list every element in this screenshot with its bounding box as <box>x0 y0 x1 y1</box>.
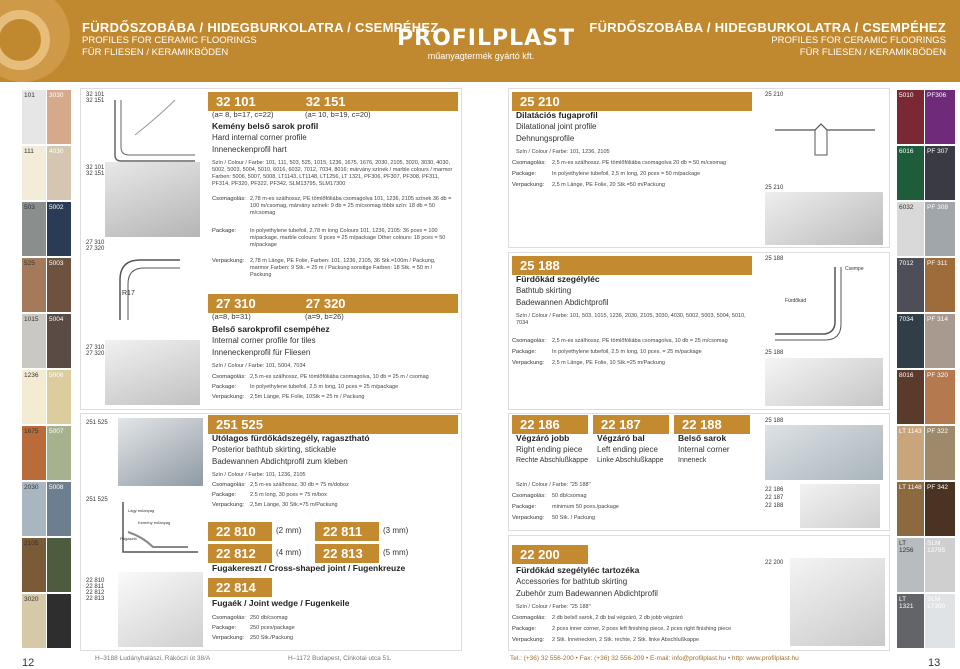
fig-code: 25 210 <box>765 185 784 191</box>
label-pack: Package: <box>512 171 537 177</box>
profile-drawing-25188 <box>765 262 883 347</box>
logo-subtitle: műanyagtermék gyártó kft. <box>427 51 535 61</box>
colour-list: Szín / Colour / Farbe: 101, 503, 1015, 1236, 2030, 2105, 3030, 4030, 5002, 5003, 5004, 5010, 7034 <box>516 313 746 326</box>
photo-25188-bath <box>765 425 883 480</box>
swatch-PF307: PF 307 <box>925 146 955 200</box>
label-csom: Csomagolás: <box>212 374 246 380</box>
code: 251 525 <box>216 417 263 432</box>
title-corner: Belső sarok <box>678 433 727 443</box>
product-bar-251525 <box>208 415 458 434</box>
swatch-5006: 5006 <box>47 370 71 424</box>
label-verp: Verpackung: <box>212 258 245 264</box>
swatch-5008: 5008 <box>47 482 71 536</box>
pack-value: In polyethylene tubefoil, 2,78 m long Colours 101, 1236, 2105: 36 pces = 100 m/package. marble colours: 9 pces = 25 m/package Other colours: 18 pces = 50 m/package <box>250 228 446 248</box>
pack-value: minimum 50 pces./package <box>552 504 619 510</box>
fig-code: 25 188 <box>765 418 784 424</box>
label-verp: Verpackung: <box>212 502 245 508</box>
page-number-left: 12 <box>22 657 35 669</box>
photo-32101 <box>105 162 200 237</box>
product-bar-25188 <box>512 256 752 275</box>
fig-label-2: Kemény műanyag <box>138 520 171 525</box>
label-verp: Verpackung: <box>512 360 545 366</box>
product-bar-22200 <box>512 545 588 564</box>
swatch-7012: 7012 <box>897 258 924 312</box>
verp-value: 50 Stk. / Packung <box>552 515 596 521</box>
product-bar-25210 <box>512 92 752 111</box>
label-pack: Package: <box>512 349 537 355</box>
label-pack: Package: <box>212 492 237 498</box>
codes-label: 27 310 27 320 <box>86 345 105 357</box>
csom-value: 2,5 m-es szálhossz, PE tömlőfóliába csomagolva, 10 db = 25 m / csomag <box>250 374 429 380</box>
dims-b: (a=9, b=26) <box>305 312 344 321</box>
product-title: Belső sarokprofil csempéhez <box>212 324 330 334</box>
label-csom: Csomagolás: <box>512 160 546 166</box>
code-b: 32 151 <box>305 94 346 109</box>
swatch-111: 111 <box>22 146 46 200</box>
de-corner: Inneneck <box>678 457 707 464</box>
pack-value: In polyethylene tubefoil, 2.5 m long, 10 pces. = 25 m/package <box>552 349 702 355</box>
swatch-8016: 8016 <box>897 370 924 424</box>
swatch-PF342: PF 342 <box>925 482 955 536</box>
swatch-3020-alt <box>47 594 71 648</box>
pack-value: In polyethylene tubefoil, 2,5 m long, 10 pces = 25 m/package <box>250 384 399 390</box>
product-title: Dilatációs fugaprofil <box>516 110 598 120</box>
dims-a: (a= 8, b=17, c=22) <box>212 110 274 119</box>
swatch-SLM13795: SLM 13795 <box>925 538 955 592</box>
photo-fugakereszt <box>118 572 203 647</box>
swatch-5002: 5002 <box>47 202 71 256</box>
header-right-sub1: PROFILES FOR CERAMIC FLOORINGS <box>771 35 946 46</box>
swatch-101: 101 <box>22 90 46 144</box>
product-bar-22811 <box>315 522 379 541</box>
pack-value: 2 pces inner corner, 2 pces left finishing piece, 2 pces right finishing piece <box>552 626 732 632</box>
label-pack: Package: <box>512 626 537 632</box>
fig-label-3: Ragasztó <box>120 536 137 541</box>
code: 22 810 <box>216 524 256 539</box>
verp-value: 2 Stk. Innenecken, 2 Stk. rechte, 2 Stk. linke Abschlußkappe <box>552 637 700 643</box>
product-title: Fugakereszt / Cross-shaped joint / Fugenkreuze <box>212 563 406 573</box>
photo-27310 <box>105 340 200 405</box>
fig-label-furdokad: Fürdőkád <box>785 298 807 304</box>
csom-value: 2,5 m-es szálhossz, 30 db = 75 m/doboz <box>250 482 349 488</box>
code: 25 188 <box>520 258 560 273</box>
csom-value: 2,5 m-es szálhossz, PE tömlőfóliába csomagolva 20 db = 50 m/csomag <box>552 160 727 166</box>
codes-label: 22 186 22 187 22 188 <box>765 487 784 509</box>
product-title: Fugaék / Joint wedge / Fugenkeile <box>212 598 350 608</box>
swatch-3020: 3020 <box>22 594 46 648</box>
label-pack: Package: <box>212 228 237 234</box>
product-sub-de: Inneneckenprofil hart <box>212 145 287 154</box>
codes-label: 32 101 32 151 <box>86 92 105 104</box>
code: 25 210 <box>520 94 560 109</box>
product-bar-22810 <box>208 522 272 541</box>
product-bar-22188 <box>674 415 750 434</box>
size-label: (2 mm) <box>276 526 302 535</box>
profile-drawing-32101 <box>105 95 200 165</box>
label-verp: Verpackung: <box>212 394 245 400</box>
codes-label: 32 101 32 151 <box>86 165 105 177</box>
code: 22 187 <box>601 417 641 432</box>
swatch-1675: 1675 <box>22 426 46 480</box>
label-pack: Package: <box>212 384 237 390</box>
swatch-LT1148: LT 1148 <box>897 482 924 536</box>
profile-drawing-25210 <box>765 100 883 178</box>
swatch-1015: 1015 <box>22 314 46 368</box>
swatch-525: 525 <box>22 258 46 312</box>
code-a: 27 310 <box>216 296 256 311</box>
product-sub-de: Badewannen Abdichtprofil zum kleben <box>212 457 348 466</box>
product-title: Fürdőkád szegélyléc <box>516 274 600 284</box>
swatch-7034: 7034 <box>897 314 924 368</box>
code-a: 32 101 <box>216 94 256 109</box>
product-bar-22186 <box>512 415 588 434</box>
contact-line: Tel.: (+36) 32 556-200 • Fax: (+36) 32 556-209 • E-mail: info@profilplast.hu • http: www.profilplast.hu <box>510 655 799 662</box>
colour-list: Szín / Colour / Farbe: 101, 1236, 2105 <box>516 149 610 155</box>
photo-25210 <box>765 192 883 245</box>
profile-drawing-251525 <box>118 492 203 567</box>
fig-label-csempe: Csempe <box>845 266 864 272</box>
verp-value: 2,5m Länge, 30 Stk.=75 m/Packung <box>250 502 338 508</box>
colour-list: Szín / Colour / Farbe: "25 188" <box>516 482 591 488</box>
product-bar-32101 <box>208 92 458 111</box>
product-bar-22813 <box>315 544 379 563</box>
label-csom: Csomagolás: <box>512 338 546 344</box>
swatch-PF320: PF 320 <box>925 370 955 424</box>
swatch-6016: 6016 <box>897 146 924 200</box>
label-verp: Verpackung: <box>212 635 245 641</box>
header-right-title: FÜRDŐSZOBÁBA / HIDEGBURKOLATRA / CSEMPÉHEZ <box>589 20 946 35</box>
codes-label: 251 525 <box>86 497 108 503</box>
swatch-PF314: PF 314 <box>925 314 955 368</box>
de-left-end: Linke Abschlußkappe <box>597 457 664 464</box>
product-sub-en: Internal corner profile for tiles <box>212 336 316 345</box>
codes-label: 251 525 <box>86 420 108 426</box>
verp-value: 250 Stk./Packung <box>250 635 294 641</box>
colour-list: Szín / Colour / Farbe: 101, 1236, 2105 <box>212 472 306 478</box>
code: 22 186 <box>520 417 560 432</box>
label-pack: Package: <box>512 504 537 510</box>
fig-label-1: Lágy műanyag <box>128 508 155 513</box>
profile-drawing-27310 <box>100 240 200 335</box>
swatch-2105-alt <box>47 538 71 592</box>
swatch-PF306: PF306 <box>925 90 955 144</box>
pack-value: 2.5 m long, 30 pces = 75 m/box <box>250 492 327 498</box>
product-sub-en: Bathtub skirting <box>516 286 572 295</box>
label-verp: Verpackung: <box>512 515 545 521</box>
product-sub-de: Badewannen Abdichtprofil <box>516 298 609 307</box>
swatch-3030: 3030 <box>47 90 71 144</box>
verp-value: 2,78 m Länge, PE Folie, Farben: 101, 1236, 2105, 36 Stk.=100m / Packung, marmor Farben: 9 Stk. = 25 m / Packung sonstige Farben: 18 Stk. = 50 m / Packung <box>250 258 436 278</box>
swatch-PF322: PF 322 <box>925 426 955 480</box>
code: 22 813 <box>323 546 363 561</box>
fig-code: 22 200 <box>765 560 784 566</box>
label-csom: Csomagolás: <box>212 196 246 202</box>
product-sub-en: Posterior bathtub skirting, stickable <box>212 445 337 454</box>
swatch-2030: 2030 <box>22 482 46 536</box>
fig-code: 25 188 <box>765 256 784 262</box>
photo-endpieces <box>800 484 880 528</box>
sub-right-end: Right ending piece <box>516 445 583 454</box>
code: 22 812 <box>216 546 256 561</box>
product-sub-de: Inneneckenprofil für Fliesen <box>212 348 311 357</box>
product-bar-22187 <box>593 415 669 434</box>
label-csom: Csomagolás: <box>212 482 246 488</box>
csom-value: 250 db/csomag <box>250 615 288 621</box>
dims-b: (a= 10, b=19, c=20) <box>305 110 371 119</box>
fig-code: 25 210 <box>765 92 784 98</box>
swatch-LT1321: LT 1321 <box>897 594 924 648</box>
pack-value: 250 pces/package <box>250 625 295 631</box>
sub-left-end: Left ending piece <box>597 445 658 454</box>
colour-list: Szín / Colour / Farbe: 101, 111, 503, 525, 1015, 1236, 1675, 1676, 2030, 2105, 3020, 3030, 4030, 5002, 5003, 5004, 5010, 6016, 6032, 7012, 7034, 8016; márvány színek / marble colours / marmor Farben: 5006, 5007, 5008, LT1143, LT1148, LT1256, LT 1321, PF306, PF307, PF308, PF311, PF314, PF320, PF322, PF342, SLM13795, SLM17300 <box>212 160 453 187</box>
product-sub-de: Dehnungsprofile <box>516 134 575 143</box>
code: 22 188 <box>682 417 722 432</box>
size-label: (5 mm) <box>383 548 409 557</box>
swatch-5003: 5003 <box>47 258 71 312</box>
code: 22 814 <box>216 580 256 595</box>
product-sub-de: Zubehör zum Badewannen Abdichtprofil <box>516 589 658 598</box>
colour-list: Szín / Colour / Farbe: "25 188" <box>516 604 591 610</box>
swatch-5004: 5004 <box>47 314 71 368</box>
swatch-LT1256: LT 1256 <box>897 538 924 592</box>
product-title: Utólagos fürdőkádszegély, ragasztható <box>212 433 370 443</box>
brand-logo <box>397 26 576 70</box>
logo-text: PROFILPLAST <box>397 26 576 51</box>
photo-251525 <box>118 418 203 486</box>
colour-list: Szín / Colour / Farbe: 101, 5004, 7034 <box>212 363 306 369</box>
photo-accessories <box>790 558 885 646</box>
csom-value: 50 db/csomag <box>552 493 587 499</box>
swatch-SLM17300: SLM 17300 <box>925 594 955 648</box>
verp-value: 2,5m Länge, PE Folie, 10Stk = 25 m / Packung <box>250 394 365 400</box>
page-number-right: 13 <box>928 657 941 669</box>
product-title: Kemény belső sarok profil <box>212 121 319 131</box>
verp-value: 2,5 m Länge, PE Folie, 20 Stk.=50 m/Packung <box>552 182 665 188</box>
csom-value: 2,78 m-es szálhossz, PE tömlőfóliába csomagolva 101, 1236, 2105 színek 36 db = 100 m/csomag, márvány színek: 9 db = 25 m/csomag többi szín: 18 db = 50 m/csomag <box>250 196 452 216</box>
label-csom: Csomagolás: <box>512 615 546 621</box>
verp-value: 2,5 m Länge, PE Folie, 10 Stk.=25 m/Packung <box>552 360 665 366</box>
product-bar-22812 <box>208 544 272 563</box>
size-label: (4 mm) <box>276 548 302 557</box>
title-left-end: Végzáró bal <box>597 433 645 443</box>
csom-value: 2,5 m-es szálhossz, PE tömlőfóliába csomagolva, 10 db = 25 m/csomag <box>552 338 728 344</box>
header-left-title: FÜRDŐSZOBÁBA / HIDEGBURKOLATRA / CSEMPÉHEZ <box>82 20 439 35</box>
fig-code: 25 188 <box>765 350 784 356</box>
swatch-2105: 2105 <box>22 538 46 592</box>
product-sub-en: Dilatational joint profile <box>516 122 597 131</box>
label-csom: Csomagolás: <box>512 493 546 499</box>
codes-label: 27 310 27 320 <box>86 240 105 252</box>
product-title: Fürdőkád szegélyléc tartozéka <box>516 565 640 575</box>
sub-corner: Internal corner <box>678 445 730 454</box>
label-csom: Csomagolás: <box>212 615 246 621</box>
swatch-503: 503 <box>22 202 46 256</box>
size-label: (3 mm) <box>383 526 409 535</box>
codes-label: 22 810 22 811 22 812 22 813 <box>86 578 105 602</box>
header-right <box>589 20 946 59</box>
swatch-4030: 4030 <box>47 146 71 200</box>
title-right-end: Végzáró jobb <box>516 433 570 443</box>
code: 22 200 <box>520 547 560 562</box>
label-verp: Verpackung: <box>512 637 545 643</box>
address-2: H–1172 Budapest, Cinkotai utca 51. <box>288 655 392 662</box>
svg-text:R17: R17 <box>122 290 135 297</box>
page-header <box>0 0 960 82</box>
product-sub-en: Hard internal corner profile <box>212 133 307 142</box>
code-b: 27 320 <box>305 296 346 311</box>
swatch-PF308: PF 308 <box>925 202 955 256</box>
swatch-6032: 6032 <box>897 202 924 256</box>
dims-a: (a=8, b=31) <box>212 312 251 321</box>
address-1: H–3188 Ludányhalászi, Rákóczi út 38/A <box>95 655 211 662</box>
product-bar-27310 <box>208 294 458 313</box>
swatch-5007: 5007 <box>47 426 71 480</box>
label-pack: Package: <box>212 625 237 631</box>
header-right-sub2: FÜR FLIESEN / KERAMIKBÖDEN <box>799 47 946 58</box>
pack-value: In polyethylene tubefoil, 2,5 m long, 20 pces = 50 m/package <box>552 171 701 177</box>
label-verp: Verpackung: <box>512 182 545 188</box>
swatch-5010: 5010 <box>897 90 924 144</box>
header-left-sub1: PROFILES FOR CERAMIC FLOORINGS <box>82 35 257 46</box>
header-left-sub2: FÜR FLIESEN / KERAMIKBÖDEN <box>82 47 229 58</box>
swatch-1236: 1236 <box>22 370 46 424</box>
swatch-PF311: PF 311 <box>925 258 955 312</box>
product-bar-22814 <box>208 578 272 597</box>
product-sub-en: Accessories for bathtub skirting <box>516 577 628 586</box>
de-right-end: Rechte Abschlußkappe <box>516 457 588 464</box>
csom-value: 2 db belső sarok, 2 db bal végzáró, 2 db jobb végzáró <box>552 615 683 621</box>
header-left <box>82 20 439 59</box>
code: 22 811 <box>323 524 363 539</box>
photo-25188 <box>765 358 883 406</box>
swatch-LT1143: LT 1143 <box>897 426 924 480</box>
